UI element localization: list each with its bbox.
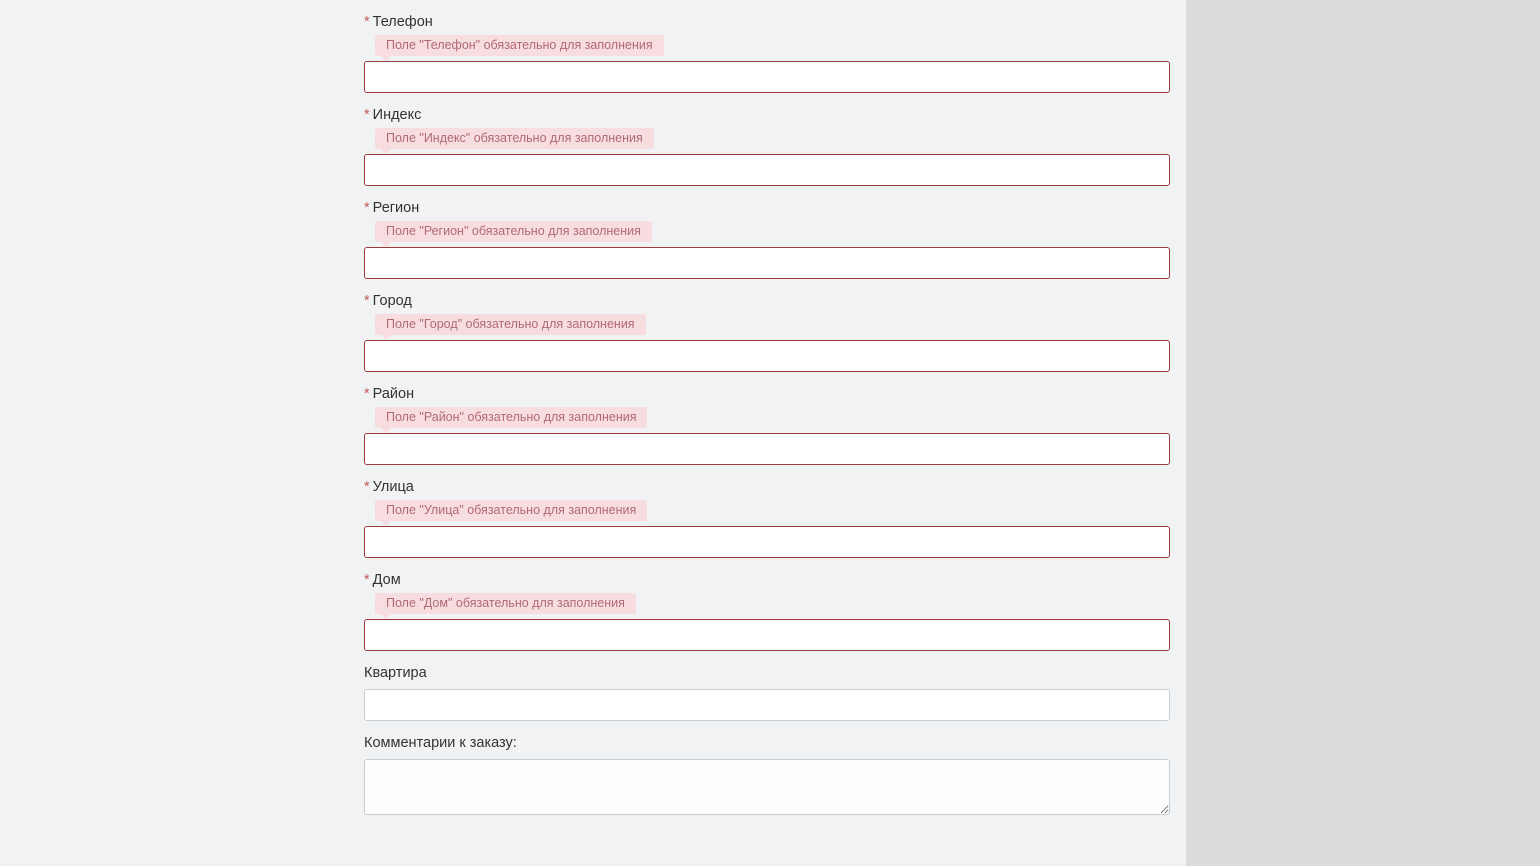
- required-marker-icon: *: [364, 14, 370, 30]
- field-city: [364, 279, 1172, 372]
- field-label-text: Регион: [372, 200, 420, 216]
- required-marker-icon: *: [364, 572, 370, 588]
- field-label-text: Дом: [372, 572, 401, 588]
- error-message-district: Поле "Район" обязательно для заполнения: [375, 407, 647, 428]
- field-label-city: [364, 279, 1172, 310]
- phone-input[interactable]: [364, 61, 1170, 93]
- required-marker-icon: *: [364, 386, 370, 402]
- error-wrap-postal-code: [364, 128, 1172, 154]
- field-label-text: Улица: [372, 479, 414, 495]
- required-marker-icon: *: [364, 479, 370, 495]
- field-label-phone: [364, 0, 1172, 31]
- field-street: [364, 465, 1172, 558]
- error-message-house: Поле "Дом" обязательно для заполнения: [375, 593, 636, 614]
- order-comment-textarea[interactable]: [364, 759, 1170, 815]
- error-wrap-house: [364, 593, 1172, 619]
- error-wrap-region: [364, 221, 1172, 247]
- page-right-background: [1192, 0, 1540, 866]
- field-order-comment: [364, 721, 1172, 815]
- house-input[interactable]: [364, 619, 1170, 651]
- field-label-postal-code: [364, 93, 1172, 124]
- field-house: [364, 558, 1172, 651]
- region-input[interactable]: [364, 247, 1170, 279]
- district-input[interactable]: [364, 433, 1170, 465]
- field-label-street: [364, 465, 1172, 496]
- field-label-text: Индекс: [372, 107, 422, 123]
- field-label-region: [364, 186, 1172, 217]
- field-district: [364, 372, 1172, 465]
- error-message-phone: Поле "Телефон" обязательно для заполнения: [375, 35, 664, 56]
- field-label-text: Район: [372, 386, 415, 402]
- error-message-region: Поле "Регион" обязательно для заполнения: [375, 221, 652, 242]
- required-marker-icon: *: [364, 107, 370, 123]
- error-message-street: Поле "Улица" обязательно для заполнения: [375, 500, 647, 521]
- apartment-input[interactable]: [364, 689, 1170, 721]
- error-message-postal-code: Поле "Индекс" обязательно для заполнения: [375, 128, 654, 149]
- error-wrap-city: [364, 314, 1172, 340]
- field-label-order-comment: Комментарии к заказу:: [364, 735, 517, 751]
- error-wrap-phone: [364, 35, 1172, 61]
- field-label-house: [364, 558, 1172, 589]
- field-region: [364, 186, 1172, 279]
- field-phone: [364, 0, 1172, 93]
- field-postal-code: [364, 93, 1172, 186]
- required-marker-icon: *: [364, 200, 370, 216]
- street-input[interactable]: [364, 526, 1170, 558]
- field-label-district: [364, 372, 1172, 403]
- field-label-apartment: Квартира: [364, 665, 427, 681]
- form-fields-container: [364, 0, 1172, 815]
- error-wrap-district: [364, 407, 1172, 433]
- postal-code-input[interactable]: [364, 154, 1170, 186]
- error-message-city: Поле "Город" обязательно для заполнения: [375, 314, 646, 335]
- required-marker-icon: *: [364, 293, 370, 309]
- field-label-text: Город: [372, 293, 412, 309]
- field-apartment: [364, 651, 1172, 721]
- error-wrap-street: [364, 500, 1172, 526]
- field-label-text: Телефон: [372, 14, 433, 30]
- city-input[interactable]: [364, 340, 1170, 372]
